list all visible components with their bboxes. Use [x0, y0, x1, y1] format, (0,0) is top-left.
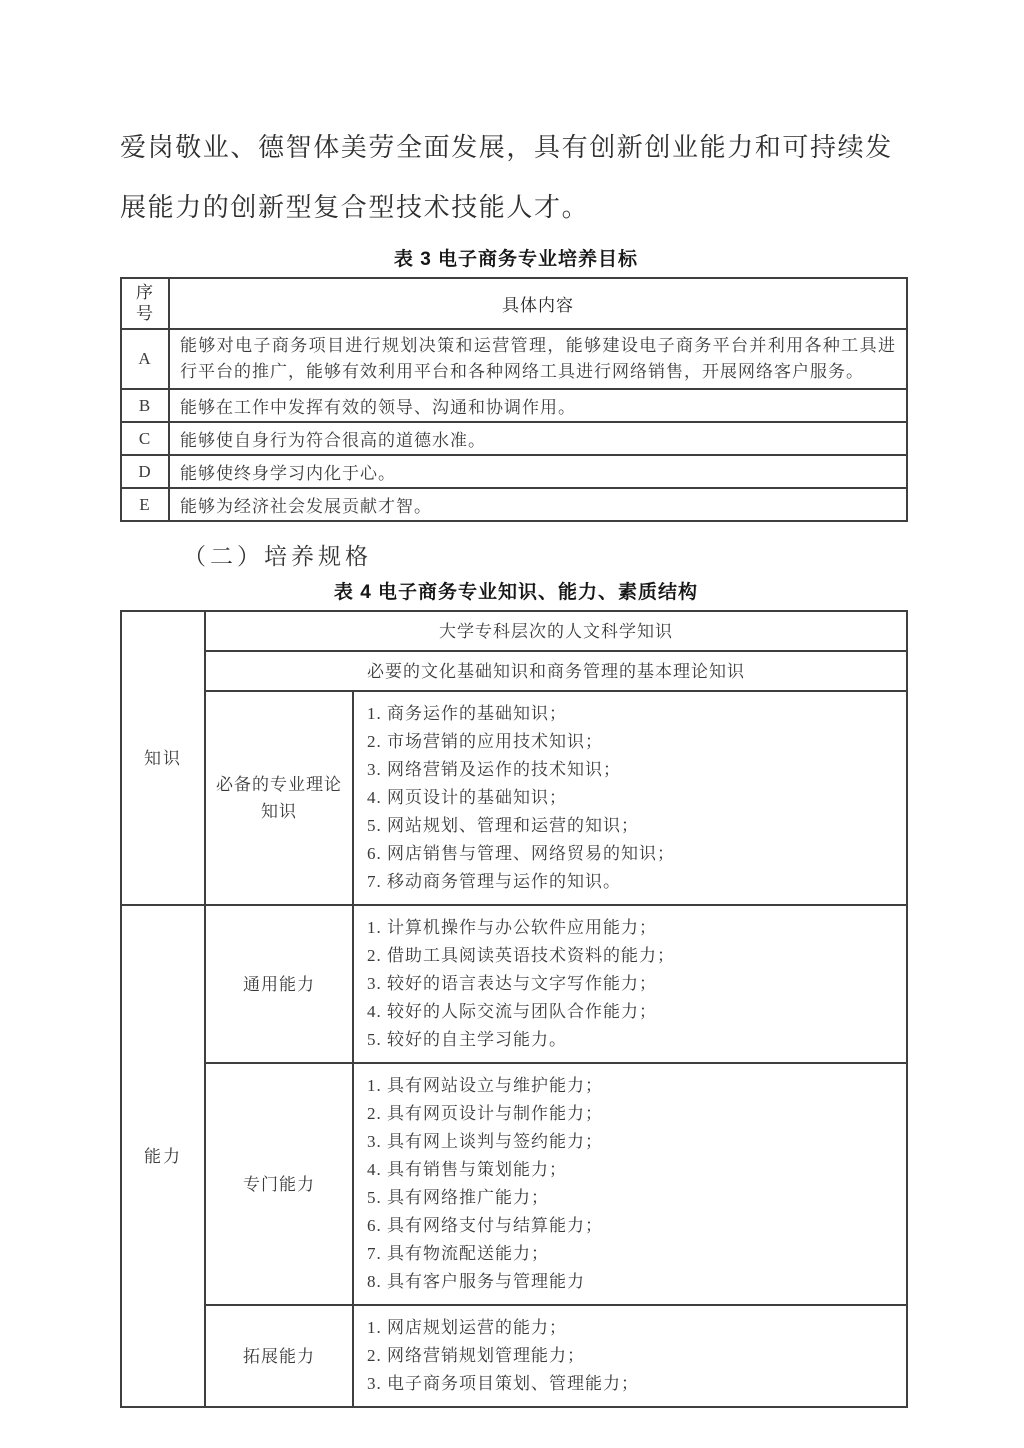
knowledge-row1-cell: 大学专科层次的人文科学知识 — [205, 611, 907, 651]
general-label-cell: 通用能力 — [205, 905, 353, 1063]
table3-title: 表 3 电子商务专业培养目标 — [393, 249, 639, 270]
list-item: 2. 借助工具阅读英语技术资料的能力； — [367, 946, 675, 966]
list-item: 6. 网店销售与管理、网络贸易的知识； — [367, 844, 675, 864]
table-row — [121, 455, 907, 488]
list-item: 8. 具有客户服务与管理能力 — [367, 1272, 585, 1292]
table-row — [121, 488, 907, 521]
table3-header-row — [121, 278, 907, 329]
list-item: 3. 电子商务项目策划、管理能力； — [367, 1374, 639, 1394]
section-heading: （二）培养规格 — [183, 544, 372, 570]
knowledge-row2-cell: 必要的文化基础知识和商务管理的基本理论知识 — [205, 651, 907, 691]
table3-header-content: 具体内容 — [169, 278, 907, 329]
row-id-cell: D — [121, 455, 169, 488]
list-item: 1. 具有网站设立与维护能力； — [367, 1076, 603, 1096]
list-item: 4. 具有销售与策划能力； — [367, 1160, 567, 1180]
table-row — [121, 1305, 907, 1407]
intro-line: 爱岗敬业、德智体美劳全面发展，具有创新创业能力和可持续发 — [120, 133, 893, 162]
list-item: 3. 网络营销及运作的技术知识； — [367, 760, 621, 780]
ability-label-cell: 能力 — [121, 905, 205, 1407]
list-item: 1. 计算机操作与办公软件应用能力； — [367, 918, 657, 938]
intro-paragraph — [120, 0, 912, 238]
list-item: 4. 较好的人际交流与团队合作能力； — [367, 1002, 657, 1022]
list-item: 1. 网店规划运营的能力； — [367, 1318, 567, 1338]
row-id-cell: E — [121, 488, 169, 521]
special-items-cell — [353, 1063, 907, 1305]
list-item: 2. 网络营销规划管理能力； — [367, 1346, 585, 1366]
table-row — [121, 389, 907, 422]
row-id-cell: C — [121, 422, 169, 455]
table-row — [121, 1063, 907, 1305]
list-item: 3. 较好的语言表达与文字写作能力； — [367, 974, 657, 994]
table-row — [121, 611, 907, 651]
list-item: 7. 具有物流配送能力； — [367, 1244, 549, 1264]
extend-label-cell: 拓展能力 — [205, 1305, 353, 1407]
table-row — [121, 691, 907, 905]
list-item: 5. 网站规划、管理和运营的知识； — [367, 816, 639, 836]
table3 — [120, 277, 908, 522]
list-item: 3. 具有网上谈判与签约能力； — [367, 1132, 603, 1152]
table4-title: 表 4 电子商务专业知识、能力、素质结构 — [333, 582, 699, 604]
table3-header-seq — [121, 278, 169, 329]
table4 — [120, 610, 908, 1408]
table-row — [121, 651, 907, 691]
list-item: 2. 具有网页设计与制作能力； — [367, 1104, 603, 1124]
general-items-cell — [353, 905, 907, 1063]
extend-items-cell — [353, 1305, 907, 1407]
list-item: 7. 移动商务管理与运作的知识。 — [367, 872, 621, 892]
list-item: 5. 较好的自主学习能力。 — [367, 1030, 567, 1050]
special-label-cell: 专门能力 — [205, 1063, 353, 1305]
table-row — [121, 905, 907, 1063]
row-id-cell: B — [121, 389, 169, 422]
table-row — [121, 329, 907, 390]
list-item: 5. 具有网络推广能力； — [367, 1188, 549, 1208]
list-item: 6. 具有网络支付与结算能力； — [367, 1216, 603, 1236]
list-item: 4. 网页设计的基础知识； — [367, 788, 567, 808]
theory-items-cell — [353, 691, 907, 905]
knowledge-label-cell: 知识 — [121, 611, 205, 905]
row-id-cell: A — [121, 329, 169, 390]
intro-line: 展能力的创新型复合型技术技能人才。 — [120, 193, 590, 222]
table-row — [121, 422, 907, 455]
row-content-cell: 能够对电子商务项目进行规划决策和运营管理，能够建设电子商务平台并利用各种工具进行平台的推广，能够有效利用平台和各种网络工具进行网络销售，开展网络客户服务。 — [169, 329, 907, 390]
row-content-cell: 能够使终身学习内化于心。 — [169, 455, 907, 488]
row-content-cell: 能够在工作中发挥有效的领导、沟通和协调作用。 — [169, 389, 907, 422]
row-content-cell: 能够为经济社会发展贡献才智。 — [169, 488, 907, 521]
row-content-cell: 能够使自身行为符合很高的道德水准。 — [169, 422, 907, 455]
list-item: 1. 商务运作的基础知识； — [367, 704, 567, 724]
theory-label-cell: 必备的专业理论知识 — [205, 691, 353, 905]
table3-header-seq-label: 序号 — [136, 283, 154, 324]
list-item: 2. 市场营销的应用技术知识； — [367, 732, 603, 752]
